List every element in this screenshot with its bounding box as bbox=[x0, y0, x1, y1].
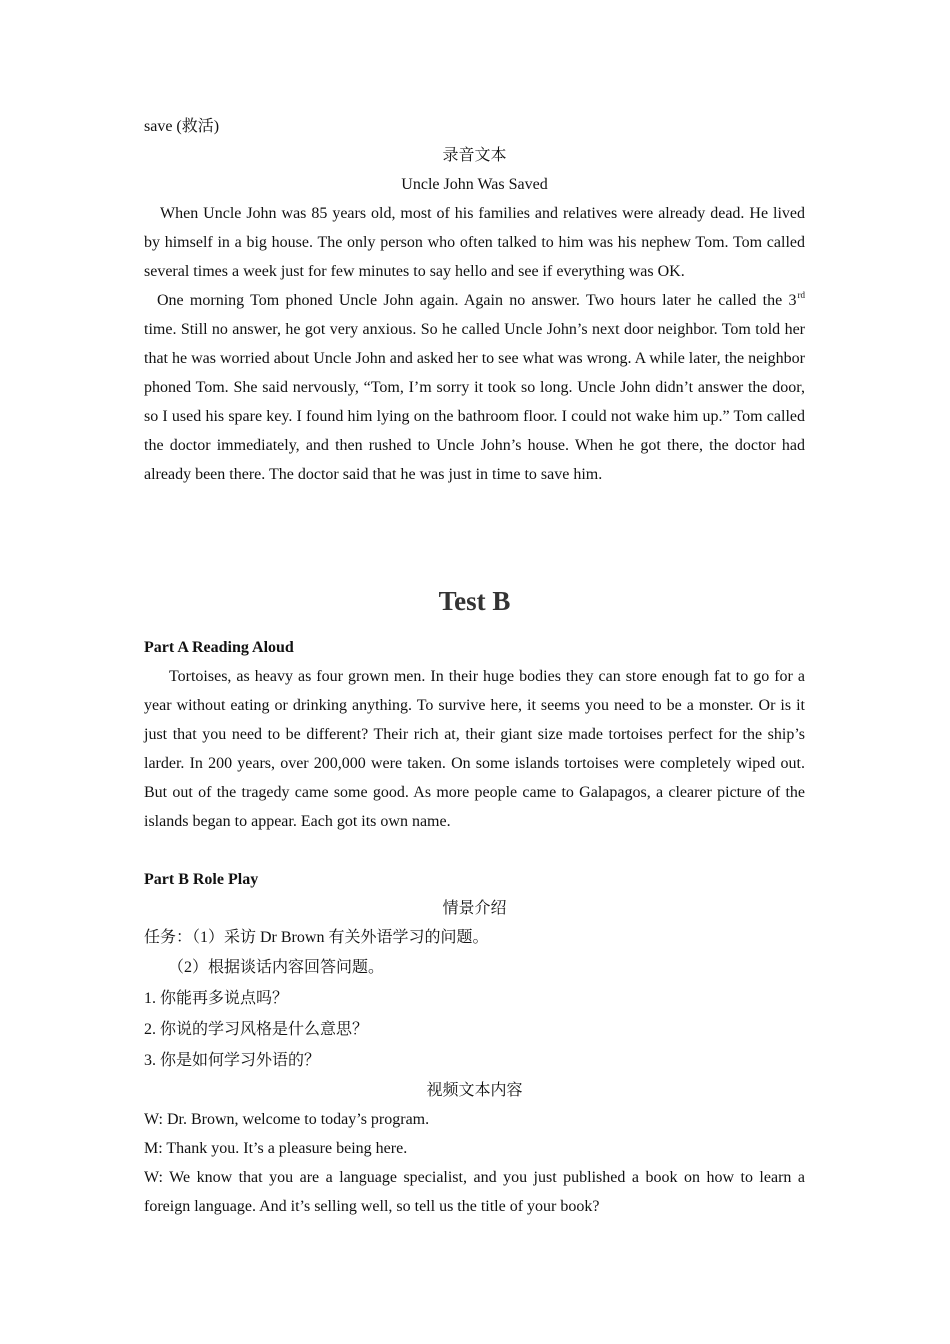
recording-paragraph-2-start: One morning Tom phoned Uncle John again. Again no answer. Two hours later he called the 3 bbox=[157, 292, 797, 309]
top-fragment: save (救活) bbox=[144, 118, 220, 135]
ordinal-suffix: rd bbox=[797, 290, 805, 300]
part-a-text: Tortoises, as heavy as four grown men. In their huge bodies they can store enough fat to go for a year without eating or drinking anything. To survive here, it seems you need to be a monster. Or is it just that you need to be different? Their rich at, their giant size made tortoises perfect for the ship’s larder. In 200 years, over 200,000 were taken. On some islands tortoises were completely wiped out. But out of the tragedy came some good. As more people came to Galapagos, a clearer picture of the islands began to appear. Each got its own name. bbox=[144, 668, 805, 830]
question-1: 1. 你能再多说点吗？ bbox=[144, 990, 289, 1007]
part-b-heading: Part B Role Play bbox=[144, 871, 259, 888]
task-1: 任务：（1）采访 Dr Brown 有关外语学习的问题。 bbox=[144, 929, 489, 946]
document-page bbox=[144, 112, 805, 1221]
test-b-title: Test B bbox=[438, 586, 511, 616]
recording-title: Uncle John Was Saved bbox=[401, 176, 548, 193]
dialogue-line-2: M: Thank you. It’s a pleasure being here. bbox=[144, 1140, 408, 1157]
dialogue-line-3: W: We know that you are a language specialist, and you just published a book on how to learn a foreign language. And it’s selling well, so tell us the title of your book? bbox=[144, 1169, 805, 1215]
scenario-label: 情景介绍 bbox=[442, 900, 507, 917]
task-2: （2）根据谈话内容回答问题。 bbox=[168, 959, 385, 976]
recording-paragraph-2-end: time. Still no answer, he got very anxious. So he called Uncle John’s next door neighbor. Tom told her that he was worried about Uncle John and asked her to see what was wrong. A while later, the neighbor phoned Tom. She said nervously, “Tom, I’m sorry it took so long. Uncle John didn’t answer the door, so I used his spare key. I found him lying on the bathroom floor. I could not wake him up.” Tom called the doctor immediately, and then rushed to Uncle John’s house. When he got there, the doctor had already been there. The doctor said that he was just in time to save him. bbox=[144, 321, 805, 483]
part-a-heading: Part A Reading Aloud bbox=[144, 639, 294, 656]
dialogue-line-1: W: Dr. Brown, welcome to today’s program. bbox=[144, 1111, 430, 1128]
question-2: 2. 你说的学习风格是什么意思？ bbox=[144, 1021, 369, 1038]
recording-paragraph-1: When Uncle John was 85 years old, most of his families and relatives were already dead. He lived by himself in a big house. The only person who often talked to him was his nephew Tom. Tom called several times a week just for few minutes to say hello and see if everything was OK. bbox=[144, 205, 805, 280]
recording-paragraph-2 bbox=[144, 286, 805, 489]
spacer bbox=[144, 836, 805, 865]
question-3: 3. 你是如何学习外语的？ bbox=[144, 1052, 321, 1069]
spacer bbox=[144, 617, 805, 633]
spacer bbox=[144, 489, 805, 586]
recording-label: 录音文本 bbox=[442, 147, 507, 164]
video-label: 视频文本内容 bbox=[426, 1082, 523, 1099]
